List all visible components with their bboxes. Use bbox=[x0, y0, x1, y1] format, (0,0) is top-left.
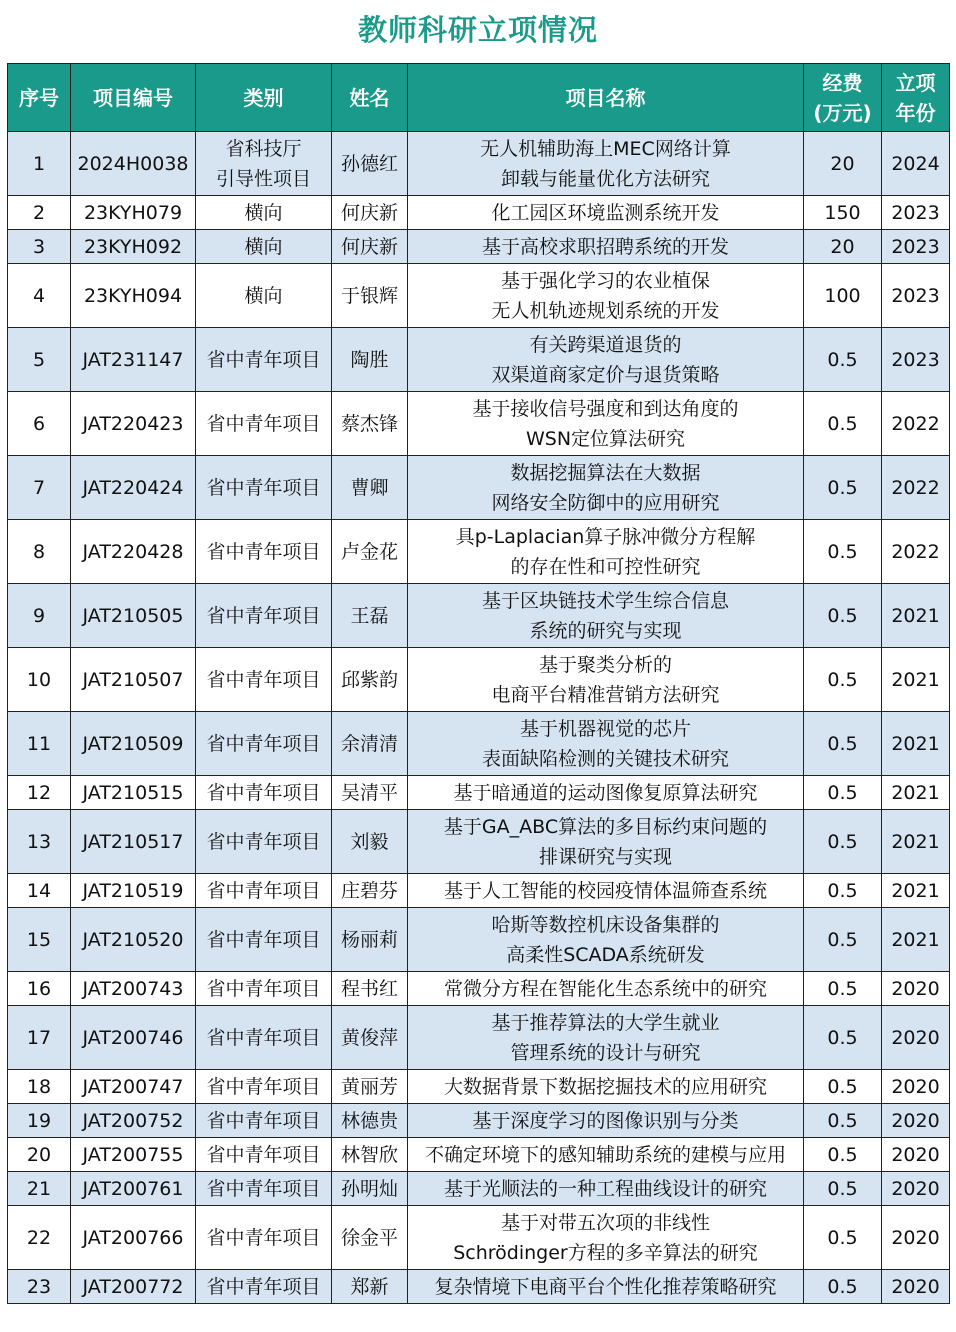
cell-no: 12 bbox=[8, 776, 71, 810]
cell-category: 省中青年项目 bbox=[196, 1172, 332, 1206]
cell-code: 23KYH079 bbox=[71, 196, 196, 230]
cell-no: 10 bbox=[8, 648, 71, 712]
cell-year: 2023 bbox=[882, 230, 950, 264]
cell-name: 余清清 bbox=[332, 712, 408, 776]
cell-name: 王磊 bbox=[332, 584, 408, 648]
cell-year: 2020 bbox=[882, 1070, 950, 1104]
cell-project: 数据挖掘算法在大数据 网络安全防御中的应用研究 bbox=[408, 456, 804, 520]
cell-year: 2021 bbox=[882, 908, 950, 972]
cell-no: 7 bbox=[8, 456, 71, 520]
table-row bbox=[8, 1270, 950, 1304]
table-row bbox=[8, 776, 950, 810]
cell-project: 基于机器视觉的芯片 表面缺陷检测的关键技术研究 bbox=[408, 712, 804, 776]
cell-name: 庄碧芬 bbox=[332, 874, 408, 908]
cell-code: JAT200761 bbox=[71, 1172, 196, 1206]
cell-name: 吴清平 bbox=[332, 776, 408, 810]
cell-no: 1 bbox=[8, 132, 71, 196]
cell-fund: 0.5 bbox=[804, 1138, 882, 1172]
table-row bbox=[8, 132, 950, 196]
header-project: 项目名称 bbox=[408, 64, 804, 132]
cell-year: 2020 bbox=[882, 1104, 950, 1138]
cell-category: 省中青年项目 bbox=[196, 392, 332, 456]
cell-no: 19 bbox=[8, 1104, 71, 1138]
cell-category: 省中青年项目 bbox=[196, 648, 332, 712]
cell-no: 13 bbox=[8, 810, 71, 874]
table-row bbox=[8, 1206, 950, 1270]
cell-no: 20 bbox=[8, 1138, 71, 1172]
cell-project: 基于光顺法的一种工程曲线设计的研究 bbox=[408, 1172, 804, 1206]
cell-category: 省中青年项目 bbox=[196, 810, 332, 874]
cell-year: 2023 bbox=[882, 328, 950, 392]
cell-name: 程书红 bbox=[332, 972, 408, 1006]
cell-project: 哈斯等数控机床设备集群的 高柔性SCADA系统研发 bbox=[408, 908, 804, 972]
cell-year: 2022 bbox=[882, 392, 950, 456]
cell-fund: 0.5 bbox=[804, 328, 882, 392]
cell-name: 曹卿 bbox=[332, 456, 408, 520]
cell-year: 2020 bbox=[882, 1138, 950, 1172]
cell-category: 省中青年项目 bbox=[196, 908, 332, 972]
research-projects-table bbox=[7, 63, 950, 1304]
cell-year: 2023 bbox=[882, 196, 950, 230]
table-row bbox=[8, 1006, 950, 1070]
cell-no: 18 bbox=[8, 1070, 71, 1104]
cell-project: 化工园区环境监测系统开发 bbox=[408, 196, 804, 230]
table-row bbox=[8, 1104, 950, 1138]
cell-category: 省中青年项目 bbox=[196, 584, 332, 648]
cell-category: 省中青年项目 bbox=[196, 520, 332, 584]
cell-project: 有关跨渠道退货的 双渠道商家定价与退货策略 bbox=[408, 328, 804, 392]
header-row bbox=[8, 64, 950, 132]
cell-fund: 0.5 bbox=[804, 456, 882, 520]
cell-code: JAT200755 bbox=[71, 1138, 196, 1172]
cell-fund: 0.5 bbox=[804, 776, 882, 810]
cell-code: JAT220424 bbox=[71, 456, 196, 520]
cell-category: 省中青年项目 bbox=[196, 874, 332, 908]
cell-year: 2022 bbox=[882, 520, 950, 584]
cell-no: 4 bbox=[8, 264, 71, 328]
cell-fund: 0.5 bbox=[804, 648, 882, 712]
cell-year: 2024 bbox=[882, 132, 950, 196]
cell-code: JAT210519 bbox=[71, 874, 196, 908]
cell-fund: 0.5 bbox=[804, 1070, 882, 1104]
cell-project: 基于区块链技术学生综合信息 系统的研究与实现 bbox=[408, 584, 804, 648]
cell-project: 基于推荐算法的大学生就业 管理系统的设计与研究 bbox=[408, 1006, 804, 1070]
cell-name: 刘毅 bbox=[332, 810, 408, 874]
cell-fund: 0.5 bbox=[804, 972, 882, 1006]
table-row bbox=[8, 196, 950, 230]
cell-name: 林智欣 bbox=[332, 1138, 408, 1172]
cell-code: 23KYH092 bbox=[71, 230, 196, 264]
cell-name: 黄丽芳 bbox=[332, 1070, 408, 1104]
cell-name: 徐金平 bbox=[332, 1206, 408, 1270]
table-row bbox=[8, 456, 950, 520]
cell-name: 陶胜 bbox=[332, 328, 408, 392]
cell-project: 基于对带五次项的非线性 Schrödinger方程的多辛算法的研究 bbox=[408, 1206, 804, 1270]
cell-category: 省中青年项目 bbox=[196, 456, 332, 520]
cell-no: 6 bbox=[8, 392, 71, 456]
cell-fund: 100 bbox=[804, 264, 882, 328]
cell-fund: 0.5 bbox=[804, 392, 882, 456]
cell-year: 2021 bbox=[882, 776, 950, 810]
cell-no: 22 bbox=[8, 1206, 71, 1270]
cell-name: 杨丽莉 bbox=[332, 908, 408, 972]
cell-fund: 0.5 bbox=[804, 1206, 882, 1270]
cell-year: 2020 bbox=[882, 1270, 950, 1304]
header-year: 立项 年份 bbox=[882, 64, 950, 132]
cell-code: JAT200766 bbox=[71, 1206, 196, 1270]
cell-year: 2021 bbox=[882, 648, 950, 712]
cell-no: 8 bbox=[8, 520, 71, 584]
table-row bbox=[8, 1172, 950, 1206]
cell-year: 2020 bbox=[882, 1172, 950, 1206]
cell-name: 卢金花 bbox=[332, 520, 408, 584]
cell-category: 省中青年项目 bbox=[196, 776, 332, 810]
cell-project: 基于强化学习的农业植保 无人机轨迹规划系统的开发 bbox=[408, 264, 804, 328]
cell-category: 横向 bbox=[196, 264, 332, 328]
cell-year: 2021 bbox=[882, 810, 950, 874]
cell-category: 省中青年项目 bbox=[196, 712, 332, 776]
cell-name: 孙德红 bbox=[332, 132, 408, 196]
cell-category: 横向 bbox=[196, 230, 332, 264]
cell-code: JAT210520 bbox=[71, 908, 196, 972]
cell-project: 基于深度学习的图像识别与分类 bbox=[408, 1104, 804, 1138]
table-row bbox=[8, 520, 950, 584]
cell-no: 11 bbox=[8, 712, 71, 776]
header-name: 姓名 bbox=[332, 64, 408, 132]
cell-year: 2022 bbox=[882, 456, 950, 520]
cell-project: 基于GA_ABC算法的多目标约束问题的 排课研究与实现 bbox=[408, 810, 804, 874]
cell-code: 23KYH094 bbox=[71, 264, 196, 328]
cell-fund: 0.5 bbox=[804, 1006, 882, 1070]
cell-category: 横向 bbox=[196, 196, 332, 230]
page-title: 教师科研立项情况 bbox=[357, 13, 598, 47]
cell-no: 9 bbox=[8, 584, 71, 648]
cell-category: 省中青年项目 bbox=[196, 1206, 332, 1270]
cell-fund: 150 bbox=[804, 196, 882, 230]
cell-project: 基于暗通道的运动图像复原算法研究 bbox=[408, 776, 804, 810]
cell-category: 省中青年项目 bbox=[196, 972, 332, 1006]
table-row bbox=[8, 1138, 950, 1172]
cell-fund: 20 bbox=[804, 132, 882, 196]
cell-code: JAT220423 bbox=[71, 392, 196, 456]
cell-name: 郑新 bbox=[332, 1270, 408, 1304]
table-row bbox=[8, 392, 950, 456]
cell-project: 基于高校求职招聘系统的开发 bbox=[408, 230, 804, 264]
cell-name: 黄俊萍 bbox=[332, 1006, 408, 1070]
cell-category: 省中青年项目 bbox=[196, 328, 332, 392]
cell-fund: 0.5 bbox=[804, 520, 882, 584]
cell-year: 2023 bbox=[882, 264, 950, 328]
cell-code: 2024H0038 bbox=[71, 132, 196, 196]
cell-name: 于银辉 bbox=[332, 264, 408, 328]
cell-no: 5 bbox=[8, 328, 71, 392]
table-row bbox=[8, 328, 950, 392]
cell-project: 大数据背景下数据挖掘技术的应用研究 bbox=[408, 1070, 804, 1104]
table-row bbox=[8, 908, 950, 972]
cell-code: JAT210515 bbox=[71, 776, 196, 810]
table-row bbox=[8, 712, 950, 776]
header-no: 序号 bbox=[8, 64, 71, 132]
cell-project: 复杂情境下电商平台个性化推荐策略研究 bbox=[408, 1270, 804, 1304]
cell-year: 2020 bbox=[882, 1006, 950, 1070]
header-category: 类别 bbox=[196, 64, 332, 132]
table-row bbox=[8, 584, 950, 648]
cell-name: 邱紫韵 bbox=[332, 648, 408, 712]
header-fund: 经费 (万元) bbox=[804, 64, 882, 132]
cell-no: 16 bbox=[8, 972, 71, 1006]
cell-project: 基于聚类分析的 电商平台精准营销方法研究 bbox=[408, 648, 804, 712]
cell-year: 2021 bbox=[882, 712, 950, 776]
cell-year: 2021 bbox=[882, 584, 950, 648]
table-row bbox=[8, 874, 950, 908]
cell-fund: 0.5 bbox=[804, 1172, 882, 1206]
cell-name: 林德贵 bbox=[332, 1104, 408, 1138]
cell-no: 2 bbox=[8, 196, 71, 230]
table-row bbox=[8, 972, 950, 1006]
cell-no: 21 bbox=[8, 1172, 71, 1206]
cell-no: 15 bbox=[8, 908, 71, 972]
cell-category: 省中青年项目 bbox=[196, 1006, 332, 1070]
cell-fund: 0.5 bbox=[804, 810, 882, 874]
cell-year: 2020 bbox=[882, 972, 950, 1006]
cell-code: JAT220428 bbox=[71, 520, 196, 584]
cell-name: 何庆新 bbox=[332, 230, 408, 264]
cell-code: JAT200747 bbox=[71, 1070, 196, 1104]
cell-fund: 0.5 bbox=[804, 908, 882, 972]
cell-no: 3 bbox=[8, 230, 71, 264]
cell-fund: 0.5 bbox=[804, 1104, 882, 1138]
cell-code: JAT210507 bbox=[71, 648, 196, 712]
cell-code: JAT200746 bbox=[71, 1006, 196, 1070]
cell-category: 省中青年项目 bbox=[196, 1270, 332, 1304]
cell-category: 省科技厅 引导性项目 bbox=[196, 132, 332, 196]
cell-fund: 0.5 bbox=[804, 712, 882, 776]
cell-project: 基于人工智能的校园疫情体温筛查系统 bbox=[408, 874, 804, 908]
cell-no: 17 bbox=[8, 1006, 71, 1070]
cell-code: JAT210505 bbox=[71, 584, 196, 648]
cell-category: 省中青年项目 bbox=[196, 1138, 332, 1172]
cell-code: JAT200743 bbox=[71, 972, 196, 1006]
header-code: 项目编号 bbox=[71, 64, 196, 132]
cell-code: JAT210509 bbox=[71, 712, 196, 776]
cell-no: 14 bbox=[8, 874, 71, 908]
cell-name: 蔡杰锋 bbox=[332, 392, 408, 456]
cell-name: 何庆新 bbox=[332, 196, 408, 230]
cell-category: 省中青年项目 bbox=[196, 1104, 332, 1138]
cell-project: 不确定环境下的感知辅助系统的建模与应用 bbox=[408, 1138, 804, 1172]
cell-name: 孙明灿 bbox=[332, 1172, 408, 1206]
cell-project: 无人机辅助海上MEC网络计算 卸载与能量优化方法研究 bbox=[408, 132, 804, 196]
cell-project: 基于接收信号强度和到达角度的 WSN定位算法研究 bbox=[408, 392, 804, 456]
cell-code: JAT231147 bbox=[71, 328, 196, 392]
cell-fund: 0.5 bbox=[804, 1270, 882, 1304]
cell-project: 常微分方程在智能化生态系统中的研究 bbox=[408, 972, 804, 1006]
cell-project: 具p-Laplacian算子脉冲微分方程解 的存在性和可控性研究 bbox=[408, 520, 804, 584]
cell-category: 省中青年项目 bbox=[196, 1070, 332, 1104]
cell-code: JAT200752 bbox=[71, 1104, 196, 1138]
cell-year: 2020 bbox=[882, 1206, 950, 1270]
cell-fund: 0.5 bbox=[804, 874, 882, 908]
table-row bbox=[8, 264, 950, 328]
table-row bbox=[8, 648, 950, 712]
cell-no: 23 bbox=[8, 1270, 71, 1304]
cell-year: 2021 bbox=[882, 874, 950, 908]
table-row bbox=[8, 230, 950, 264]
cell-fund: 0.5 bbox=[804, 584, 882, 648]
cell-code: JAT200772 bbox=[71, 1270, 196, 1304]
table-row bbox=[8, 1070, 950, 1104]
cell-code: JAT210517 bbox=[71, 810, 196, 874]
cell-fund: 20 bbox=[804, 230, 882, 264]
table-row bbox=[8, 810, 950, 874]
